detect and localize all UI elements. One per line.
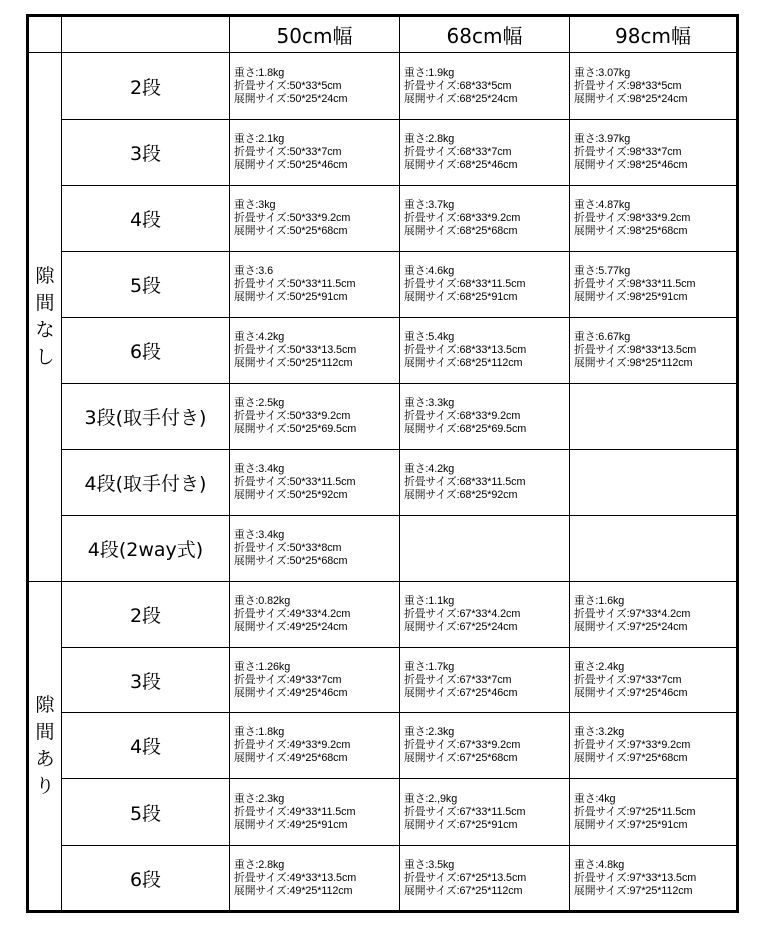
weight-text: 重さ:2.8kg <box>404 133 455 145</box>
expanded-size-text: 展開サイズ:68*25*69.5cm <box>404 423 527 435</box>
expanded-size-text: 展開サイズ:50*25*68cm <box>234 555 348 567</box>
weight-text: 重さ:1.8kg <box>234 726 285 738</box>
spec-cell <box>230 648 400 713</box>
folded-size-text: 折畳サイズ:97*33*4.2cm <box>574 608 691 620</box>
folded-size-text: 折畳サイズ:98*33*13.5cm <box>574 344 697 356</box>
spec-cell <box>230 582 400 648</box>
group-label-char: 隙 <box>35 694 55 716</box>
folded-size-text: 折畳サイズ:68*33*9.2cm <box>404 212 521 224</box>
expanded-size-text: 展開サイズ:50*25*24cm <box>234 92 348 105</box>
weight-text: 重さ:5.77kg <box>574 265 631 277</box>
folded-size-text: 折畳サイズ:97*33*9.2cm <box>574 739 691 751</box>
spec-cell <box>400 384 570 450</box>
expanded-size-text: 展開サイズ:50*25*92cm <box>234 489 348 501</box>
tier-label: 5段 <box>62 779 230 846</box>
header-width-98: 98cm幅 <box>570 16 738 53</box>
expanded-size-text: 展開サイズ:50*25*69.5cm <box>234 423 357 435</box>
folded-size-text: 折畳サイズ:98*33*11.5cm <box>574 278 696 290</box>
weight-text: 重さ:6.67kg <box>574 331 631 343</box>
spec-cell <box>570 846 738 912</box>
weight-text: 重さ:3.07kg <box>574 66 631 79</box>
weight-text: 重さ:1.1kg <box>404 595 455 607</box>
spec-cell <box>400 582 570 648</box>
table-row <box>28 582 738 648</box>
folded-size-text: 折畳サイズ:49*33*7cm <box>234 673 342 686</box>
weight-text: 重さ:1.9kg <box>404 66 455 79</box>
spec-body <box>28 53 738 912</box>
expanded-size-text: 展開サイズ:67*25*91cm <box>404 818 518 831</box>
table-row <box>28 318 738 384</box>
table-row <box>28 846 738 912</box>
spec-cell <box>400 516 570 582</box>
folded-size-text: 折畳サイズ:49*33*4.2cm <box>234 608 351 620</box>
weight-text: 重さ:2.3kg <box>234 792 285 805</box>
folded-size-text: 折畳サイズ:68*33*7cm <box>404 146 512 158</box>
spec-cell <box>570 384 738 450</box>
expanded-size-text: 展開サイズ:49*25*68cm <box>234 752 348 764</box>
expanded-size-text: 展開サイズ:50*25*68cm <box>234 225 348 237</box>
folded-size-text: 折畳サイズ:68*33*9.2cm <box>404 410 521 422</box>
folded-size-text: 折畳サイズ:97*33*7cm <box>574 673 682 686</box>
expanded-size-text: 展開サイズ:98*25*24cm <box>574 92 688 105</box>
group-label-no-gap <box>28 53 62 582</box>
spec-cell <box>400 252 570 318</box>
group-label-char: 隙 <box>35 265 55 287</box>
group-label-char: り <box>35 775 55 797</box>
expanded-size-text: 展開サイズ:97*25*46cm <box>574 686 688 699</box>
spec-cell <box>400 318 570 384</box>
expanded-size-text: 展開サイズ:67*25*68cm <box>404 752 518 764</box>
weight-text: 重さ:3.97kg <box>574 133 631 145</box>
spec-cell <box>400 186 570 252</box>
folded-size-text: 折畳サイズ:97*33*13.5cm <box>574 871 697 884</box>
header-row <box>28 16 738 53</box>
weight-text: 重さ:1.6kg <box>574 595 625 607</box>
folded-size-text: 折畳サイズ:68*33*11.5cm <box>404 476 526 488</box>
tier-label: 6段 <box>62 846 230 912</box>
weight-text: 重さ:1.7kg <box>404 660 455 673</box>
group-label-with-gap <box>28 582 62 912</box>
spec-cell <box>230 252 400 318</box>
weight-text: 重さ:4.8kg <box>574 858 625 871</box>
group-label-char: 間 <box>35 292 55 314</box>
spec-cell <box>230 384 400 450</box>
tier-label: 4段(2way式) <box>62 516 230 582</box>
folded-size-text: 折畳サイズ:98*33*5cm <box>574 79 682 92</box>
weight-text: 重さ:0.82kg <box>234 595 291 607</box>
header-blank <box>62 16 230 53</box>
tier-label: 2段 <box>62 582 230 648</box>
weight-text: 重さ:4kg <box>574 792 616 805</box>
spec-cell <box>570 648 738 713</box>
group-label-char: あ <box>35 748 55 770</box>
tier-label: 6段 <box>62 318 230 384</box>
weight-text: 重さ:2.3kg <box>404 726 455 738</box>
table-row <box>28 186 738 252</box>
expanded-size-text: 展開サイズ:49*25*24cm <box>234 621 348 633</box>
expanded-size-text: 展開サイズ:49*25*112cm <box>234 884 353 897</box>
spec-cell <box>230 120 400 186</box>
spec-cell <box>570 516 738 582</box>
weight-text: 重さ:1.8kg <box>234 66 285 79</box>
tier-label: 3段(取手付き) <box>62 384 230 450</box>
spec-cell <box>400 648 570 713</box>
folded-size-text: 折畳サイズ:67*33*4.2cm <box>404 608 521 620</box>
spec-cell <box>570 582 738 648</box>
weight-text: 重さ:4.87kg <box>574 199 631 211</box>
folded-size-text: 折畳サイズ:68*33*13.5cm <box>404 344 527 356</box>
spec-cell <box>570 53 738 120</box>
spec-cell <box>230 450 400 516</box>
expanded-size-text: 展開サイズ:68*25*91cm <box>404 291 518 303</box>
weight-text: 重さ:3.7kg <box>404 199 455 211</box>
folded-size-text: 折畳サイズ:98*33*7cm <box>574 146 682 158</box>
weight-text: 重さ:3kg <box>234 199 276 211</box>
spec-cell <box>570 450 738 516</box>
folded-size-text: 折畳サイズ:67*33*11.5cm <box>404 805 526 818</box>
spec-cell <box>570 779 738 846</box>
folded-size-text: 折畳サイズ:50*33*5cm <box>234 79 342 92</box>
expanded-size-text: 展開サイズ:97*25*112cm <box>574 884 693 897</box>
tier-label: 4段(取手付き) <box>62 450 230 516</box>
table-row <box>28 648 738 713</box>
header-width-68: 68cm幅 <box>400 16 570 53</box>
table-row <box>28 384 738 450</box>
group-label-char: な <box>35 319 55 341</box>
folded-size-text: 折畳サイズ:50*33*7cm <box>234 146 342 158</box>
spec-cell <box>400 779 570 846</box>
group-label-char: 間 <box>35 721 55 743</box>
folded-size-text: 折畳サイズ:68*33*5cm <box>404 79 512 92</box>
weight-text: 重さ:3.6 <box>234 265 274 277</box>
table-row <box>28 516 738 582</box>
table-row <box>28 713 738 779</box>
folded-size-text: 折畳サイズ:50*33*9.2cm <box>234 212 351 224</box>
folded-size-text: 折畳サイズ:68*33*11.5cm <box>404 278 526 290</box>
spec-cell <box>570 318 738 384</box>
weight-text: 重さ:3.2kg <box>574 726 625 738</box>
weight-text: 重さ:3.5kg <box>404 858 455 871</box>
expanded-size-text: 展開サイズ:68*25*46cm <box>404 159 518 171</box>
weight-text: 重さ:3.3kg <box>404 397 455 409</box>
folded-size-text: 折畳サイズ:67*33*9.2cm <box>404 739 521 751</box>
group-label-char: し <box>35 346 55 368</box>
expanded-size-text: 展開サイズ:50*25*112cm <box>234 357 353 369</box>
table-row <box>28 779 738 846</box>
expanded-size-text: 展開サイズ:98*25*46cm <box>574 159 688 171</box>
folded-size-text: 折畳サイズ:67*25*13.5cm <box>404 871 527 884</box>
folded-size-text: 折畳サイズ:49*33*13.5cm <box>234 871 357 884</box>
weight-text: 重さ:2.5kg <box>234 397 285 409</box>
expanded-size-text: 展開サイズ:49*25*46cm <box>234 686 348 699</box>
tier-label: 5段 <box>62 252 230 318</box>
expanded-size-text: 展開サイズ:68*25*68cm <box>404 225 518 237</box>
spec-cell <box>570 713 738 779</box>
spec-cell <box>230 186 400 252</box>
weight-text: 重さ:2.,9kg <box>404 792 458 805</box>
spec-cell <box>230 779 400 846</box>
spec-cell <box>400 713 570 779</box>
expanded-size-text: 展開サイズ:67*25*24cm <box>404 621 518 633</box>
expanded-size-text: 展開サイズ:98*25*68cm <box>574 225 688 237</box>
weight-text: 重さ:4.6kg <box>404 265 455 277</box>
expanded-size-text: 展開サイズ:50*25*46cm <box>234 159 348 171</box>
table-row <box>28 53 738 120</box>
spec-cell <box>570 186 738 252</box>
spec-cell <box>230 318 400 384</box>
expanded-size-text: 展開サイズ:68*25*92cm <box>404 489 518 501</box>
folded-size-text: 折畳サイズ:50*33*8cm <box>234 542 342 554</box>
spec-table <box>26 14 739 913</box>
spec-cell <box>400 53 570 120</box>
spec-cell <box>400 450 570 516</box>
spec-cell <box>230 516 400 582</box>
spec-cell <box>400 846 570 912</box>
weight-text: 重さ:4.2kg <box>234 331 285 343</box>
spec-cell <box>400 120 570 186</box>
spec-cell <box>230 713 400 779</box>
expanded-size-text: 展開サイズ:67*25*112cm <box>404 884 523 897</box>
expanded-size-text: 展開サイズ:68*25*24cm <box>404 92 518 105</box>
expanded-size-text: 展開サイズ:68*25*112cm <box>404 357 523 369</box>
weight-text: 重さ:2.1kg <box>234 133 285 145</box>
weight-text: 重さ:3.4kg <box>234 463 285 475</box>
table-row <box>28 450 738 516</box>
folded-size-text: 折畳サイズ:97*25*11.5cm <box>574 805 696 818</box>
tier-label: 3段 <box>62 120 230 186</box>
expanded-size-text: 展開サイズ:50*25*91cm <box>234 291 348 303</box>
folded-size-text: 折畳サイズ:67*33*7cm <box>404 673 512 686</box>
weight-text: 重さ:1.26kg <box>234 660 291 673</box>
folded-size-text: 折畳サイズ:50*33*13.5cm <box>234 344 357 356</box>
table-row <box>28 120 738 186</box>
tier-label: 4段 <box>62 713 230 779</box>
weight-text: 重さ:4.2kg <box>404 463 455 475</box>
expanded-size-text: 展開サイズ:49*25*91cm <box>234 818 348 831</box>
expanded-size-text: 展開サイズ:67*25*46cm <box>404 686 518 699</box>
header-corner <box>28 16 62 53</box>
weight-text: 重さ:2.4kg <box>574 660 625 673</box>
table-row <box>28 252 738 318</box>
tier-label: 2段 <box>62 53 230 120</box>
expanded-size-text: 展開サイズ:97*25*91cm <box>574 818 688 831</box>
expanded-size-text: 展開サイズ:98*25*91cm <box>574 291 688 303</box>
tier-label: 3段 <box>62 648 230 713</box>
folded-size-text: 折畳サイズ:50*33*9.2cm <box>234 410 351 422</box>
folded-size-text: 折畳サイズ:49*33*11.5cm <box>234 805 356 818</box>
spec-cell <box>570 252 738 318</box>
folded-size-text: 折畳サイズ:50*33*11.5cm <box>234 278 356 290</box>
header-width-50: 50cm幅 <box>230 16 400 53</box>
expanded-size-text: 展開サイズ:97*25*68cm <box>574 752 688 764</box>
weight-text: 重さ:2.8kg <box>234 858 285 871</box>
folded-size-text: 折畳サイズ:98*33*9.2cm <box>574 212 691 224</box>
tier-label: 4段 <box>62 186 230 252</box>
folded-size-text: 折畳サイズ:50*33*11.5cm <box>234 476 356 488</box>
weight-text: 重さ:5.4kg <box>404 331 455 343</box>
spec-cell <box>230 53 400 120</box>
weight-text: 重さ:3.4kg <box>234 529 285 541</box>
expanded-size-text: 展開サイズ:97*25*24cm <box>574 621 688 633</box>
expanded-size-text: 展開サイズ:98*25*112cm <box>574 357 693 369</box>
spec-cell <box>230 846 400 912</box>
folded-size-text: 折畳サイズ:49*33*9.2cm <box>234 739 351 751</box>
spec-cell <box>570 120 738 186</box>
